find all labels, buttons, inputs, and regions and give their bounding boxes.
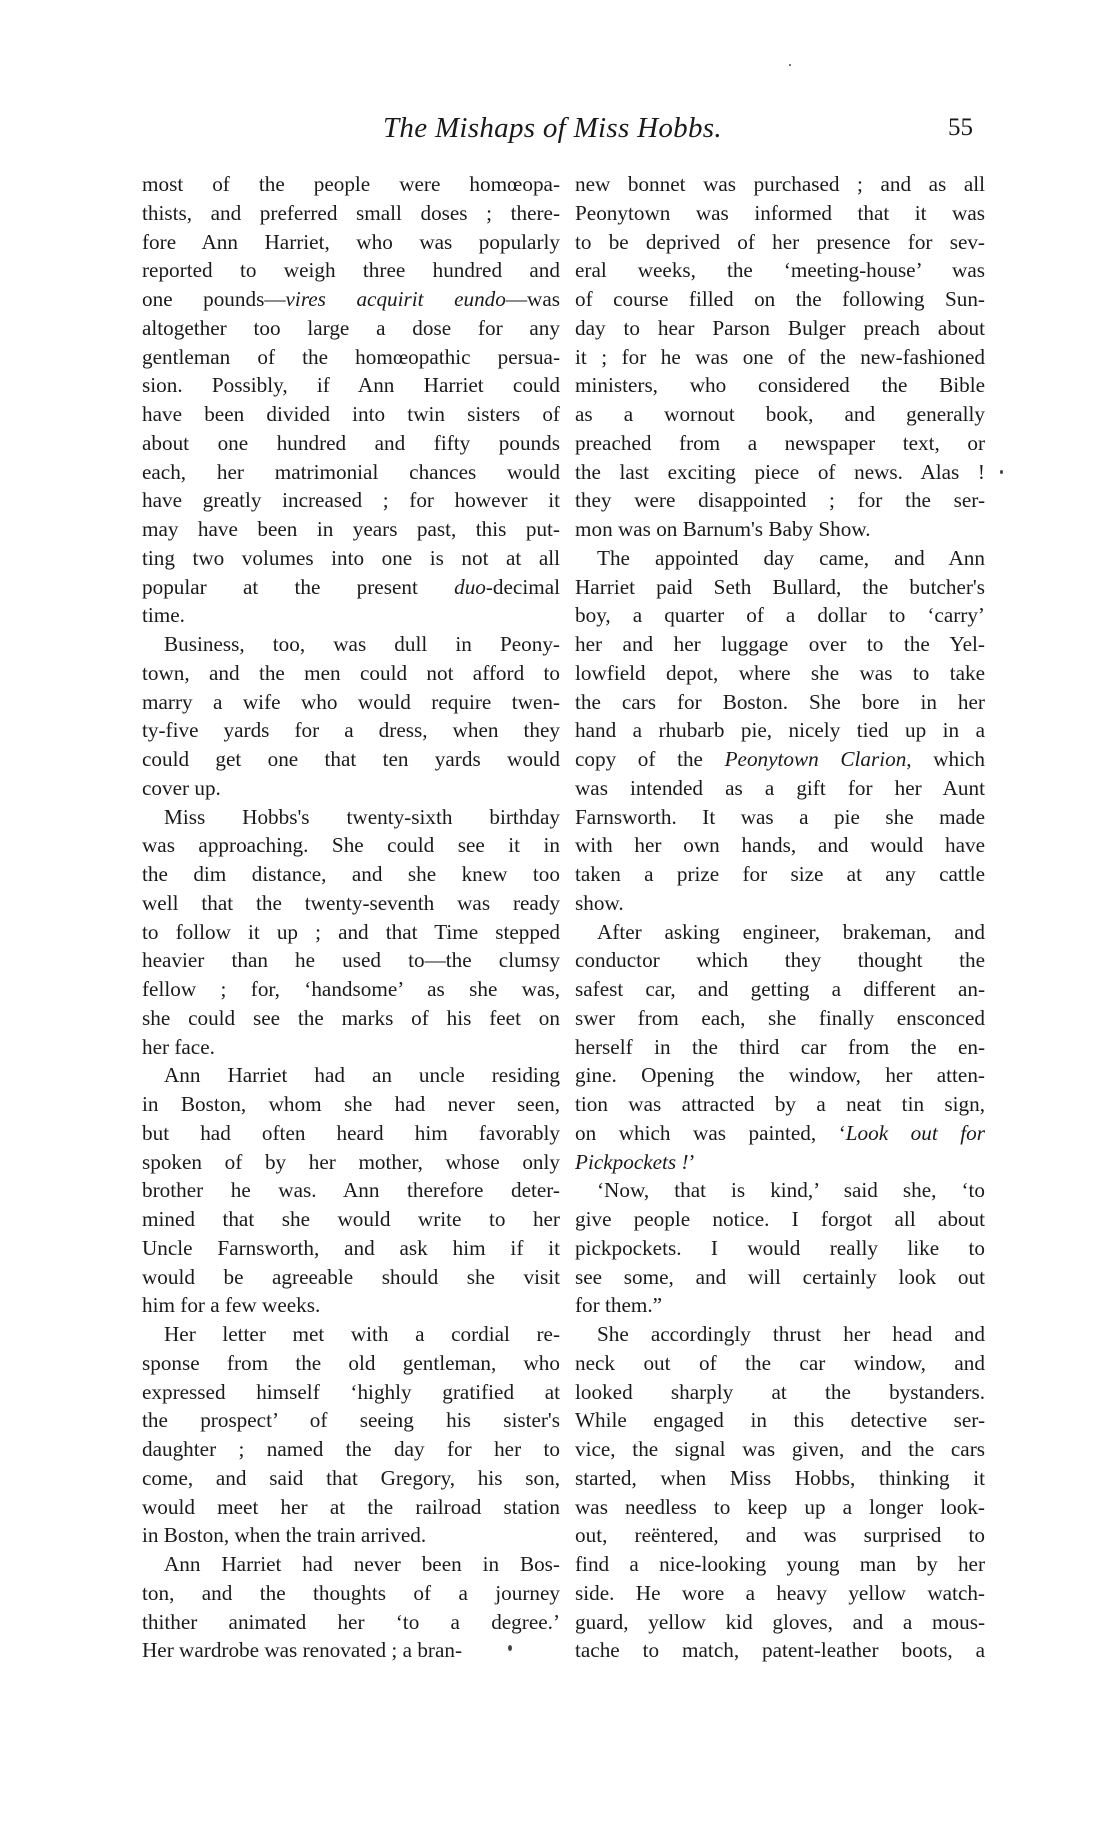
- text-line: Uncle Farnsworth, and ask him if it: [142, 1235, 560, 1260]
- text-line: well that the twenty-seventh was ready: [142, 890, 560, 915]
- text-line: but had often heard him favorably: [142, 1120, 560, 1145]
- text-line: have greatly increased ; for however it: [142, 488, 560, 513]
- text-line: to follow it up ; and that Time stepped: [142, 919, 560, 944]
- text-line: the dim distance, and she knew too: [142, 862, 560, 886]
- text-line: ting two volumes into one is not at all: [142, 545, 560, 570]
- text-line: The appointed day came, and Ann: [597, 545, 985, 570]
- text-line: she could see the marks of his feet on: [142, 1005, 560, 1030]
- text-line: Farnsworth. It was a pie she made: [575, 804, 985, 829]
- text-line: ministers, who considered the Bible: [575, 373, 985, 398]
- text-line: herself in the third car from the en-: [575, 1034, 985, 1059]
- text-line: copy of the Peonytown Clarion, which: [575, 747, 985, 771]
- text-line: out, reëntered, and was surprised to: [575, 1523, 985, 1548]
- text-line: for them.”: [575, 1293, 663, 1318]
- text-line: started, when Miss Hobbs, thinking it: [575, 1465, 985, 1490]
- text-line: Her letter met with a cordial re-: [164, 1322, 560, 1346]
- text-line: lowfield depot, where she was to take: [575, 660, 985, 685]
- text-line: Pickpockets !’: [575, 1149, 696, 1174]
- text-line: was intended as a gift for her Aunt: [575, 775, 985, 800]
- text-line: cover up.: [142, 775, 221, 800]
- text-line: time.: [142, 603, 185, 628]
- text-line: her face.: [142, 1034, 215, 1059]
- text-line: with her own hands, and would have: [575, 833, 985, 858]
- running-head: [0, 112, 1120, 152]
- text-line: She accordingly thrust her head and: [597, 1322, 985, 1346]
- text-line: altogether too large a dose for any: [142, 315, 560, 340]
- text-line: Ann Harriet had an uncle residing: [164, 1063, 560, 1088]
- text-line: Peonytown was informed that it was: [575, 200, 985, 225]
- text-line: tache to match, patent-leather boots, a: [575, 1638, 985, 1663]
- text-line: hand a rhubarb pie, nicely tied up in a: [575, 718, 985, 743]
- text-line: new bonnet was purchased ; and as all: [575, 172, 985, 196]
- text-line: Ann Harriet had never been in Bos-: [164, 1552, 560, 1576]
- text-line: gine. Opening the window, her atten-: [575, 1063, 985, 1088]
- text-line: Harriet paid Seth Bullard, the butcher's: [575, 574, 985, 599]
- text-line: see some, and will certainly look out: [575, 1264, 985, 1289]
- text-line: ton, and the thoughts of a journey: [142, 1580, 560, 1605]
- running-title: The Mishaps of Miss Hobbs.: [383, 112, 722, 144]
- text-line: on which was painted, ‘Look out for: [575, 1120, 985, 1145]
- text-line: Miss Hobbs's twenty-sixth birthday: [164, 804, 560, 829]
- text-line: sponse from the old gentleman, who: [142, 1350, 560, 1375]
- text-line: heavier than he used to—the clumsy: [142, 948, 560, 973]
- text-line: conductor which they thought the: [575, 948, 985, 973]
- text-line: town, and the men could not afford to: [142, 660, 560, 685]
- text-line: ‘Now, that is kind,’ said she, ‘to: [597, 1178, 985, 1203]
- text-line: While engaged in this detective ser-: [575, 1408, 985, 1433]
- text-line: have been divided into twin sisters of: [142, 402, 560, 426]
- text-line: each, her matrimonial chances would: [142, 459, 560, 484]
- text-line: was needless to keep up a longer look-: [575, 1494, 985, 1519]
- text-line: the cars for Boston. She bore in her: [575, 689, 985, 714]
- text-line: day to hear Parson Bulger preach about: [575, 315, 985, 340]
- text-line: safest car, and getting a different an-: [575, 977, 985, 1001]
- text-line: was approaching. She could see it in: [142, 833, 560, 858]
- text-line: boy, a quarter of a dollar to ‘carry’: [575, 603, 985, 628]
- text-line: to be deprived of her presence for sev-: [575, 229, 985, 254]
- text-line: would be agreeable should she visit: [142, 1264, 560, 1289]
- text-line: give people notice. I forgot all about: [575, 1207, 985, 1231]
- page-number: 55: [948, 114, 973, 141]
- text-line: one pounds—vires acquirit eundo—was: [142, 287, 560, 311]
- text-line: ty-five yards for a dress, when they: [142, 718, 560, 743]
- text-line: mon was on Barnum's Baby Show.: [575, 517, 871, 541]
- text-line: could get one that ten yards would: [142, 747, 560, 771]
- text-line: of course filled on the following Sun-: [575, 287, 985, 311]
- text-line: as a wornout book, and generally: [575, 402, 985, 426]
- text-line: looked sharply at the bystanders.: [575, 1379, 985, 1404]
- text-line: tion was attracted by a neat tin sign,: [575, 1092, 985, 1116]
- text-line: sion. Possibly, if Ann Harriet could: [142, 373, 560, 398]
- text-line: taken a prize for size at any cattle: [575, 862, 985, 886]
- text-line: Her wardrobe was renovated ; a bran-: [142, 1638, 463, 1663]
- text-line: they were disappointed ; for the ser-: [575, 488, 985, 513]
- text-line: After asking engineer, brakeman, and: [597, 919, 985, 944]
- text-line: it ; for he was one of the new-fashioned: [575, 344, 985, 369]
- text-line: may have been in years past, this put-: [142, 517, 560, 541]
- text-line: find a nice-looking young man by her: [575, 1552, 985, 1576]
- text-line: eral weeks, the ‘meeting-house’ was: [575, 258, 985, 283]
- text-line: popular at the present duo-decimal: [142, 574, 560, 599]
- text-line: fellow ; for, ‘handsome’ as she was,: [142, 977, 560, 1001]
- text-line: thither animated her ‘to a degree.’: [142, 1609, 560, 1634]
- right-text-column: [575, 170, 985, 1665]
- text-line: would meet her at the railroad station: [142, 1494, 560, 1519]
- text-line: show.: [575, 890, 624, 915]
- text-line: him for a few weeks.: [142, 1293, 321, 1318]
- text-line: come, and said that Gregory, his son,: [142, 1465, 560, 1490]
- text-line: swer from each, she finally ensconced: [575, 1005, 985, 1030]
- print-speck: [1000, 470, 1003, 474]
- text-line: vice, the signal was given, and the cars: [575, 1437, 985, 1461]
- print-speck: [508, 1645, 512, 1651]
- text-line: mined that she would write to her: [142, 1207, 560, 1231]
- text-line: the prospect’ of seeing his sister's: [142, 1408, 560, 1433]
- print-speck: [789, 64, 791, 66]
- text-line: preached from a newspaper text, or: [575, 430, 985, 455]
- text-line: daughter ; named the day for her to: [142, 1437, 560, 1461]
- text-line: the last exciting piece of news. Alas !: [575, 459, 985, 484]
- left-text-column: [142, 170, 560, 1665]
- text-line: about one hundred and fifty pounds: [142, 430, 560, 455]
- text-line: side. He wore a heavy yellow watch-: [575, 1580, 985, 1605]
- text-line: thists, and preferred small doses ; there-: [142, 200, 560, 225]
- text-line: expressed himself ‘highly gratified at: [142, 1379, 560, 1404]
- text-line: spoken of by her mother, whose only: [142, 1149, 560, 1174]
- text-line: pickpockets. I would really like to: [575, 1235, 985, 1260]
- text-line: in Boston, whom she had never seen,: [142, 1092, 560, 1116]
- text-line: reported to weigh three hundred and: [142, 258, 560, 283]
- text-line: fore Ann Harriet, who was popularly: [142, 229, 560, 254]
- text-line: guard, yellow kid gloves, and a mous-: [575, 1609, 985, 1634]
- text-line: in Boston, when the train arrived.: [142, 1523, 427, 1548]
- text-line: brother he was. Ann therefore deter-: [142, 1178, 560, 1203]
- text-line: her and her luggage over to the Yel-: [575, 632, 985, 656]
- text-line: Business, too, was dull in Peony-: [164, 632, 560, 656]
- text-line: neck out of the car window, and: [575, 1350, 985, 1375]
- text-line: most of the people were homœopa-: [142, 172, 560, 196]
- text-line: marry a wife who would require twen-: [142, 689, 560, 714]
- text-line: gentleman of the homœopathic persua-: [142, 344, 560, 369]
